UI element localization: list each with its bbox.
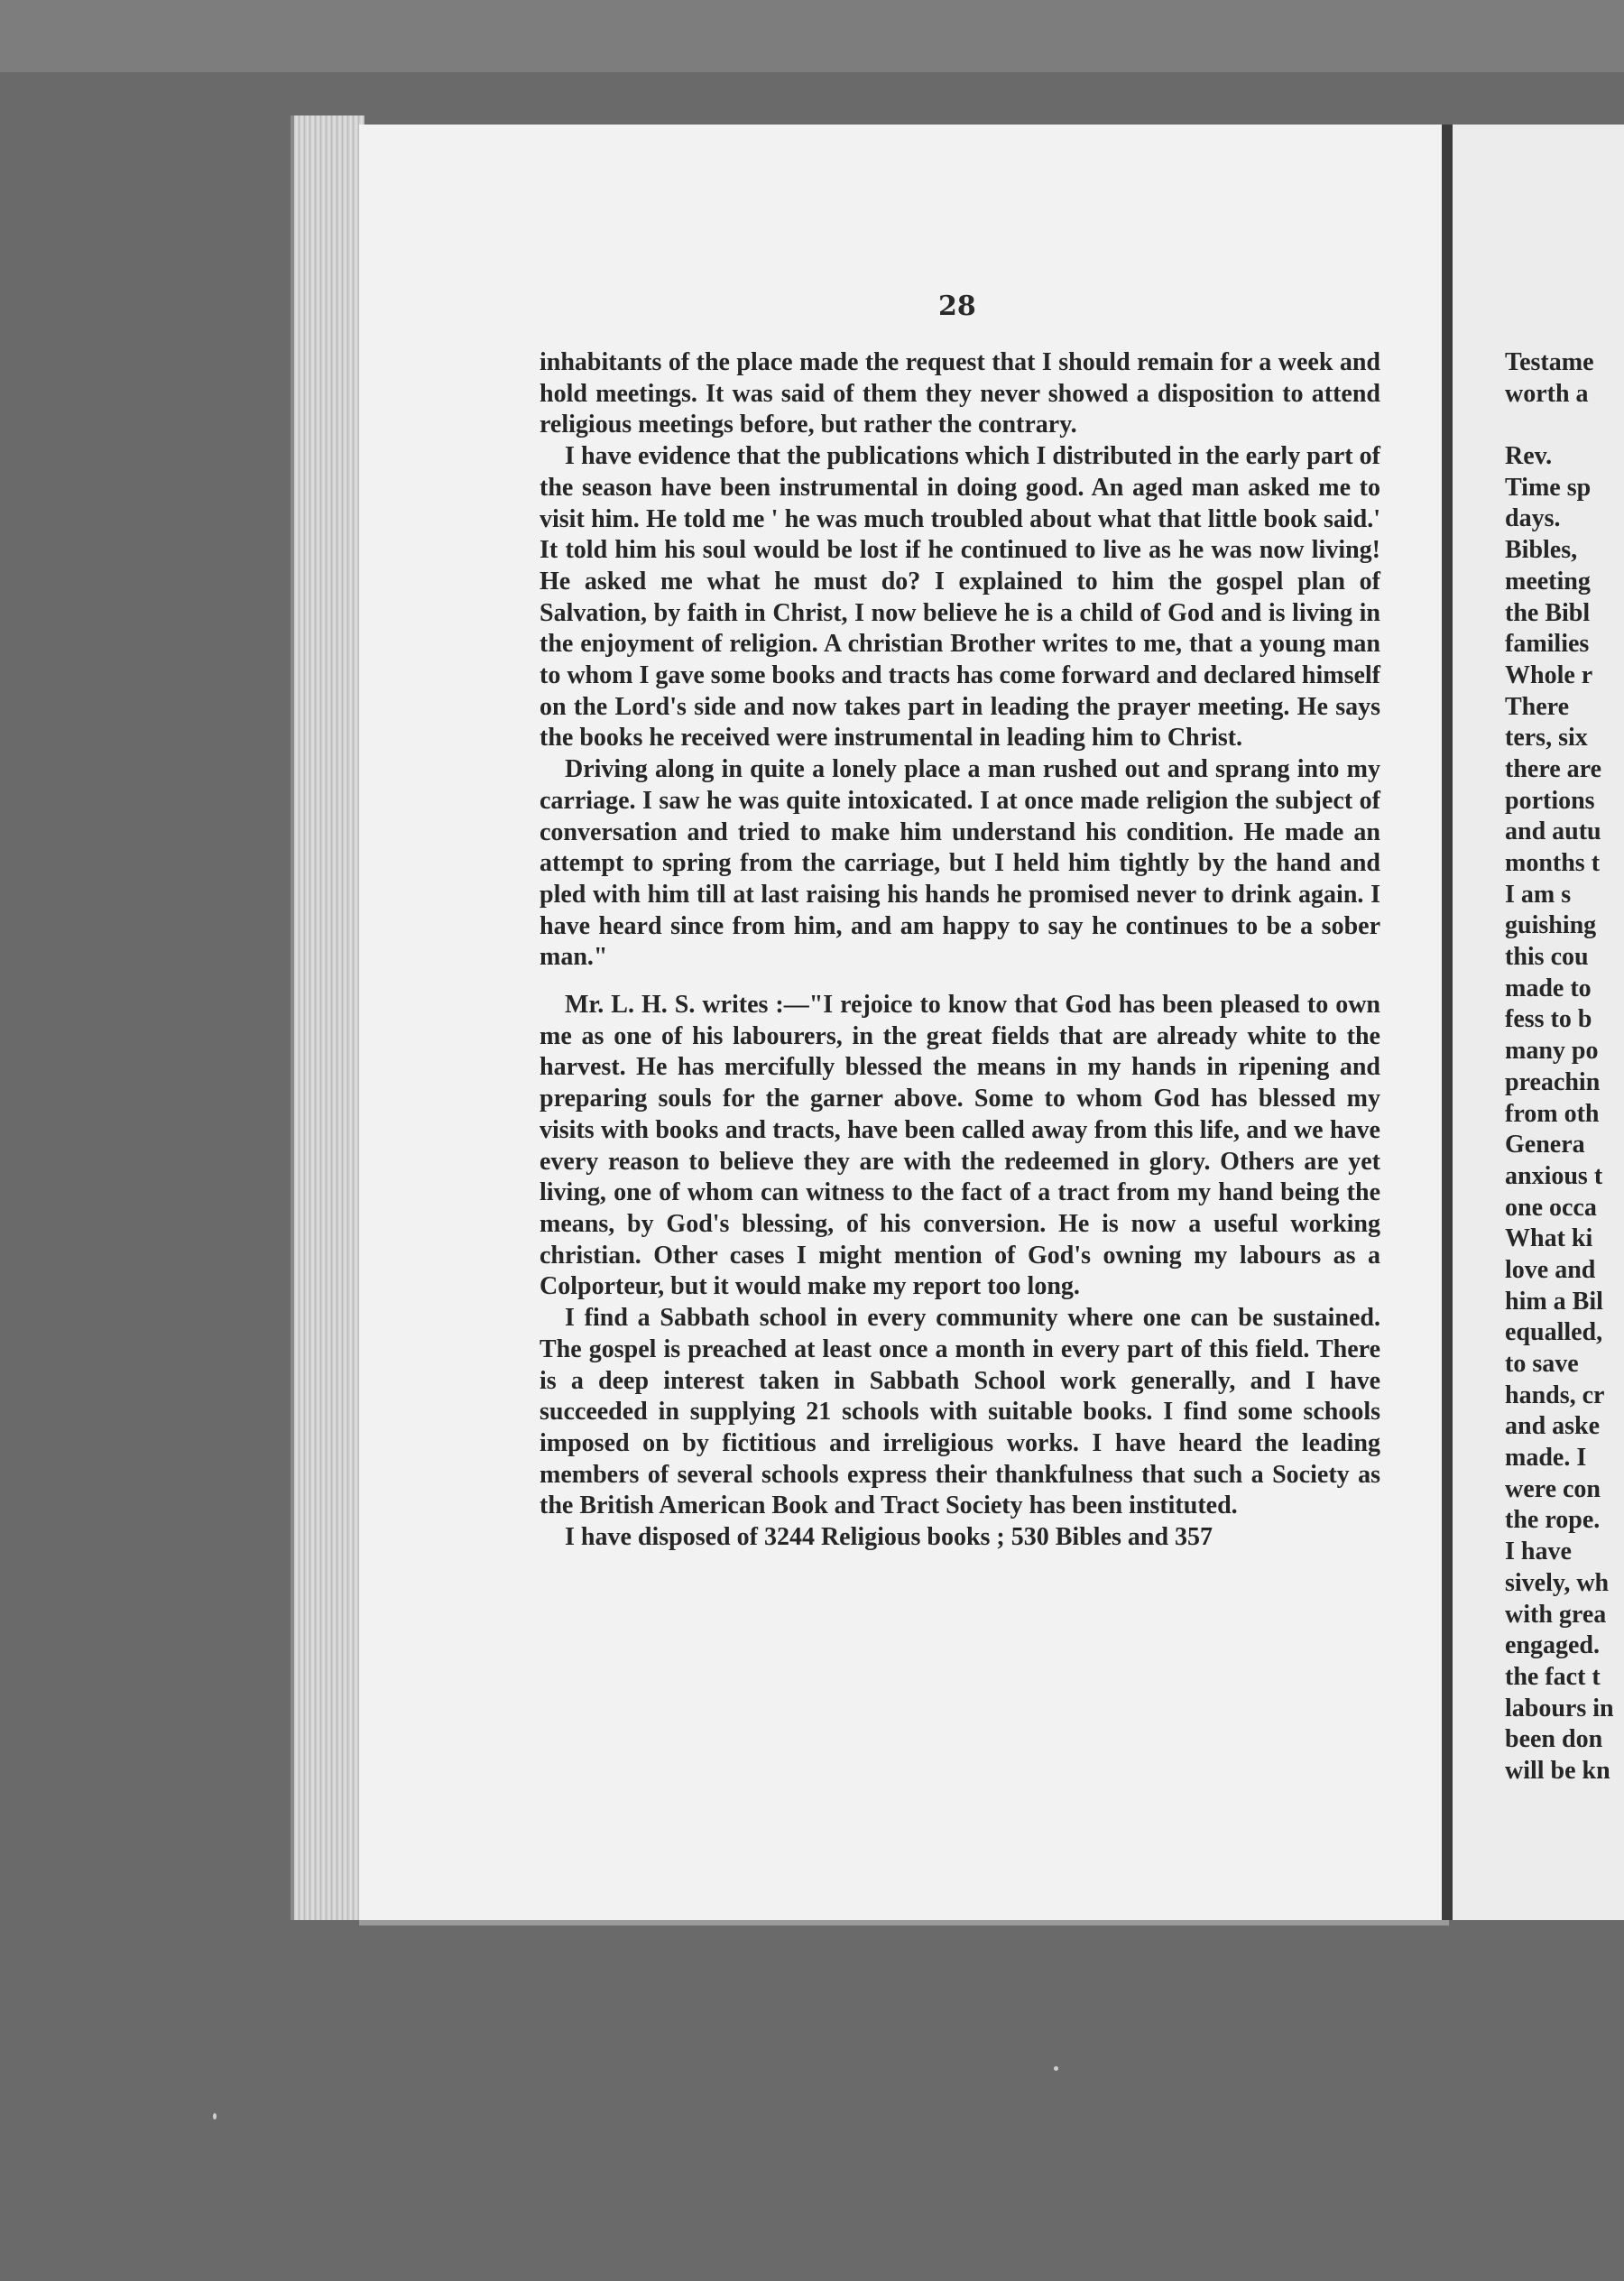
facing-line: the fact t	[1505, 1662, 1601, 1691]
facing-line: from oth	[1505, 1099, 1600, 1128]
facing-line: There	[1505, 692, 1570, 721]
scanner-background	[0, 0, 1624, 72]
facing-line: I have	[1505, 1538, 1572, 1566]
facing-line: with grea	[1505, 1600, 1607, 1629]
facing-line: were con	[1505, 1474, 1601, 1503]
facing-line: been don	[1505, 1725, 1603, 1754]
facing-line: will be kn	[1505, 1756, 1610, 1785]
page-number: 28	[938, 291, 976, 322]
dust-speck	[1054, 2066, 1058, 2071]
facing-line: portions	[1505, 786, 1595, 815]
paragraph: inhabitants of the place made the request that I should remain for a week and hold meetings. It was said of them they never showed a disposition to attend religious meetings before, but rather the contrary.	[540, 348, 1380, 439]
facing-line: him a Bil	[1505, 1287, 1603, 1316]
dust-speck	[213, 2113, 217, 2119]
facing-line: many po	[1505, 1037, 1599, 1066]
facing-line: and autu	[1505, 817, 1601, 846]
facing-line: labours in	[1505, 1694, 1614, 1722]
paragraph: I have disposed of 3244 Religious books ; 530 Bibles and 357	[565, 1523, 1213, 1552]
paragraph: Mr. L. H. S. writes :—"I rejoice to know that God has been pleased to own me as one of his labourers, in the great fields that are already white to the harvest. He has mercifully blessed the means in my hands in ripening and preparing souls for the garner above. Some to whom God has blessed my visits with books and tracts, have been called away from this life, and we have every reason to believe they are with the redeemed in glory. Others are yet living, one of whom can witness to the fact of a tract from my hand being the means, by God's blessing, of his conversion. He is now a useful working christian. Other cases I might mention of God's owning my labours as a Colporteur, but it would make my report too long.	[540, 991, 1380, 1301]
book-gutter	[1442, 125, 1453, 1920]
facing-line: the Bibl	[1505, 598, 1591, 627]
paragraph: I have evidence that the publications which I distributed in the early part of the season have been instrumental in doing good. An aged man asked me to visit him. He told me ' he was much troubled about what that little book said.' It told him his soul would be lost if he continued to live as he was now living! He asked me what he must do? I explained to him the gospel plan of Salvation, by faith in Christ, I now believe he is a child of God and is living in the enjoyment of religion. A christian Brother writes to me, that a young man to whom I gave some books and tracts has come forward and declared himself on the Lord's side and now takes part in leading the prayer meeting. He says the books he received were instrumental in leading him to Christ.	[540, 442, 1380, 753]
facing-line: meeting	[1505, 567, 1591, 596]
facing-line: and aske	[1505, 1412, 1601, 1441]
facing-line: anxious t	[1505, 1161, 1603, 1190]
facing-line: the rope.	[1505, 1506, 1601, 1535]
facing-line: hands, cr	[1505, 1381, 1605, 1409]
facing-line: to save	[1505, 1350, 1579, 1378]
facing-line: Whole r	[1505, 660, 1593, 689]
facing-line: worth a	[1505, 379, 1589, 408]
facing-line: Testame	[1505, 348, 1594, 376]
facing-line: preachin	[1505, 1067, 1601, 1096]
facing-line: sively, wh	[1505, 1568, 1610, 1597]
facing-page-text	[1505, 347, 1624, 1787]
paragraph: Driving along in quite a lonely place a man rushed out and sprang into my carriage. I saw he was quite intoxicated. I at once made religion the subject of conversation and tried to make him understand his condition. He made an attempt to spring from the carriage, but I held him tightly by the hand and pled with him till at last raising his hands he promised never to drink again. I have heard since from him, and am happy to say he continues to be a sober man."	[540, 755, 1380, 972]
facing-line: What ki	[1505, 1224, 1593, 1253]
facing-line: equalled,	[1505, 1318, 1603, 1347]
facing-line: Time sp	[1505, 473, 1592, 502]
facing-line: Genera	[1505, 1131, 1585, 1159]
facing-line: families	[1505, 630, 1590, 659]
facing-line: engaged.	[1505, 1631, 1600, 1660]
facing-line: ters, six	[1505, 724, 1588, 753]
paragraph: I find a Sabbath school in every community where one can be sustained. The gospel is preached at least once a month in every part of this field. There is a deep interest taken in Sabbath School work generally, and I have succeeded in supplying 21 schools with suitable books. I find some schools imposed on by fictitious and irreligious works. I have heard the leading members of several schools express their thankfulness that such a Society as the British American Book and Tract Society has been instituted.	[540, 1304, 1380, 1520]
facing-line	[1505, 410, 1624, 441]
page-body	[540, 347, 1380, 1554]
facing-line: days.	[1505, 504, 1561, 533]
facing-line: I am s	[1505, 880, 1572, 909]
facing-line: made to	[1505, 974, 1592, 1002]
facing-line: guishing	[1505, 911, 1597, 940]
facing-line: made. I	[1505, 1444, 1587, 1473]
facing-line: fess to b	[1505, 1005, 1592, 1034]
facing-line: Bibles,	[1505, 536, 1578, 565]
facing-line: one occa	[1505, 1193, 1597, 1222]
facing-line: Rev.	[1505, 442, 1553, 471]
facing-line: love and	[1505, 1255, 1596, 1284]
facing-line: there are	[1505, 754, 1602, 783]
facing-line: months t	[1505, 849, 1601, 877]
book-page-edges	[291, 115, 364, 1920]
facing-line: this cou	[1505, 943, 1589, 972]
